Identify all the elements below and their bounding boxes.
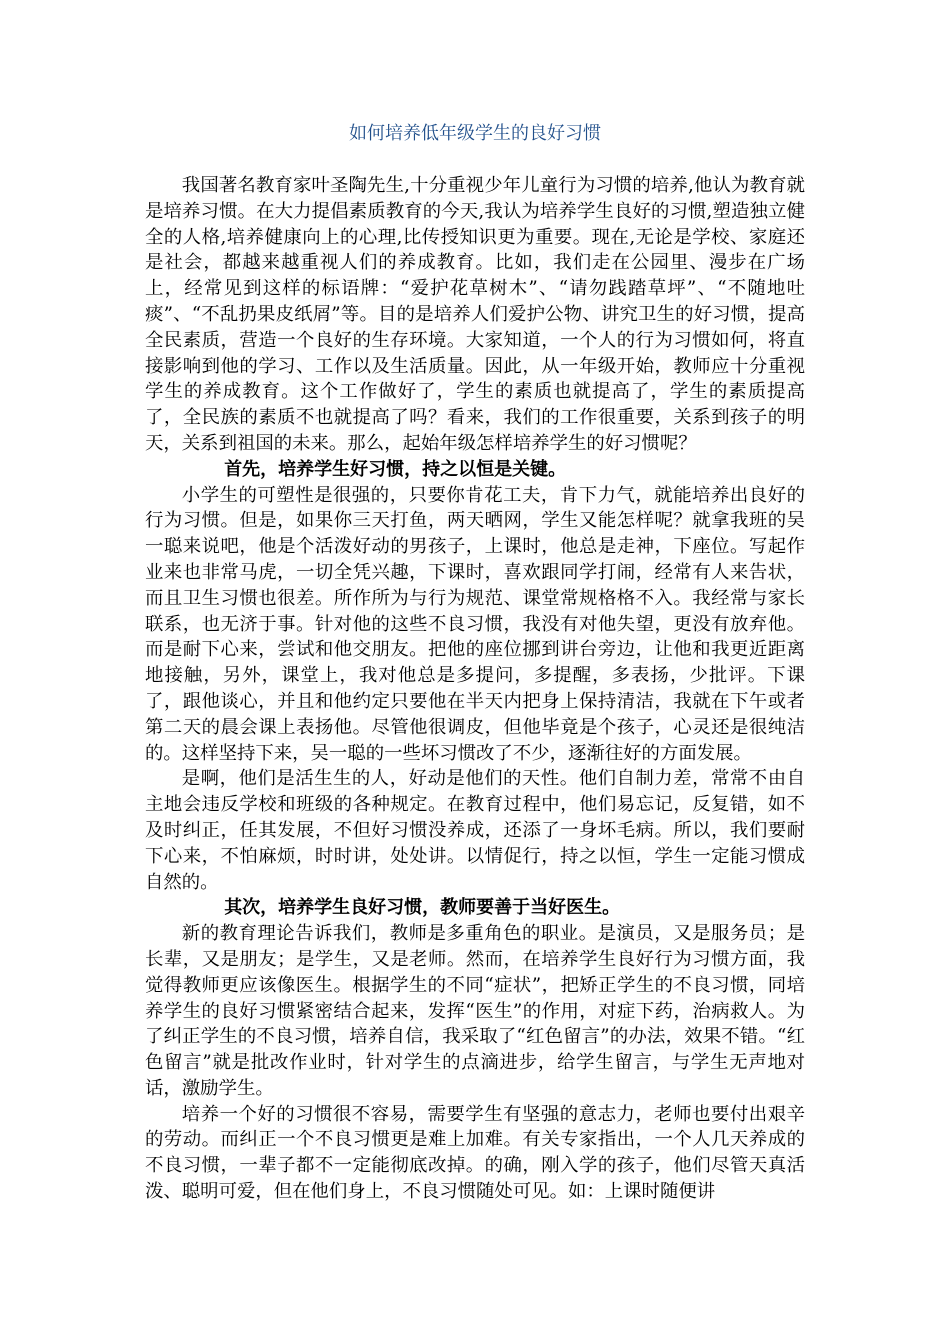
section-heading-1: 首先，培养学生好习惯，持之以恒是关键。	[224, 458, 567, 480]
section2-paragraph-2: 培养一个好的习惯很不容易，需要学生有坚强的意志力，老师也要付出艰辛的劳动。而纠正一个不良习惯更是难上加难。有关专家指出，一个人几天养成的不良习惯，一辈子都不一定能彻底改掉。的确，刚入学的孩子，他们尽管天真活泼、聪明可爱，但在他们身上，不良习惯随处可见。如：上课时随便讲	[145, 1103, 805, 1203]
document-page	[145, 120, 805, 1205]
section1-paragraph-2: 是啊，他们是活生生的人，好动是他们的天性。他们自制力差，常常不由自主地会违反学校和班级的各种规定。在教育过程中，他们易忘记，反复错，如不及时纠正，任其发展，不但好习惯没养成，还添了一身坏毛病。所以，我们要耐下心来，不怕麻烦，时时讲，处处讲。以情促行，持之以恒，学生一定能习惯成自然的。	[145, 768, 805, 893]
section-heading-2: 其次，培养学生良好习惯，教师要善于当好医生。	[224, 897, 621, 919]
intro-paragraph: 我国著名教育家叶圣陶先生,十分重视少年儿童行为习惯的培养,他认为教育就是培养习惯。在大力提倡素质教育的今天,我认为培养学生良好的习惯,塑造独立健全的人格,培养健康向上的心理,比传授知识更为重要。现在,无论是学校、家庭还是社会，都越来越重视人们的养成教育。比如，我们走在公园里、漫步在广场上，经常见到这样的标语牌：“爱护花草树木”、“请勿践踏草坪”、“不随地吐痰”、“不乱扔果皮纸屑”等。目的是培养人们爱护公物、讲究卫生的好习惯，提高全民素质，营造一个良好的生存环境。大家知道，一个人的行为习惯如何，将直接影响到他的学习、工作以及生活质量。因此，从一年级开始，教师应十分重视学生的养成教育。这个工作做好了，学生的素质也就提高了，学生的素质提高了，全民族的素质不也就提高了吗？看来，我们的工作很重要，关系到孩子的明天，关系到祖国的未来。那么，起始年级怎样培养学生的好习惯呢？	[145, 175, 805, 454]
section1-paragraph-1: 小学生的可塑性是很强的，只要你肯花工夫，肯下力气，就能培养出良好的行为习惯。但是，如果你三天打鱼，两天晒网，学生又能怎样呢？就拿我班的吴一聪来说吧，他是个活泼好动的男孩子，上课时，他总是走神，下座位。写起作业来也非常马虎，一切全凭兴趣，下课时，喜欢跟同学打闹，经常有人来告状，而且卫生习惯也很差。所作所为与行为规范、课堂常规格格不入。我经常与家长联系，也无济于事。针对他的这些不良习惯，我没有对他失望，更没有放弃他。而是耐下心来，尝试和他交朋友。把他的座位挪到讲台旁边，让他和我更近距离地接触，另外，课堂上，我对他总是多提问，多提醒，多表扬，少批评。下课了，跟他谈心，并且和他约定只要他在半天内把身上保持清洁，我就在下午或者第二天的晨会课上表扬他。尽管他很调皮，但他毕竟是个孩子，心灵还是很纯洁的。这样坚持下来，吴一聪的一些坏习惯改了不少，逐渐往好的方面发展。	[145, 484, 805, 764]
section2-paragraph-1: 新的教育理论告诉我们，教师是多重角色的职业。是演员，又是服务员；是长辈，又是朋友；是学生，又是老师。然而，在培养学生良好行为习惯方面，我觉得教师更应该像医生。根据学生的不同“症状”，把矫正学生的不良习惯，同培养学生的良好习惯紧密结合起来，发挥“医生”的作用，对症下药，治病救人。为了纠正学生的不良习惯，培养自信，我采取了“红色留言”的办法，效果不错。“红色留言”就是批改作业时，针对学生的点滴进步，给学生留言，与学生无声地对话，激励学生。	[145, 923, 805, 1099]
document-title: 如何培养低年级学生的良好习惯	[349, 123, 601, 144]
